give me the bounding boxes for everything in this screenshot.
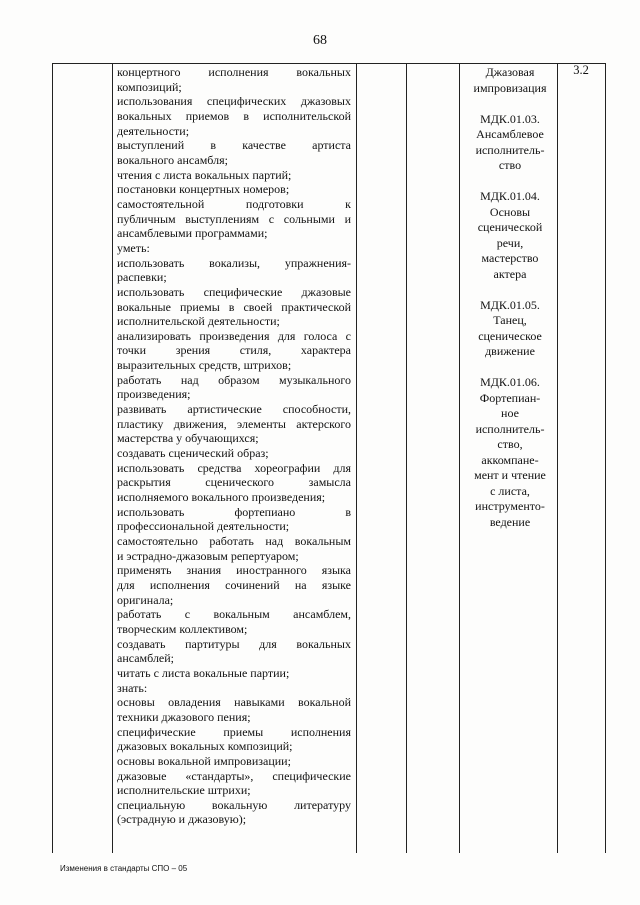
course-line: Основы (489, 204, 531, 219)
course-line: Ансамблевое (476, 127, 544, 141)
course-line: ведение (489, 514, 531, 529)
course-block (465, 65, 555, 96)
description-line: творческим коллективом; (117, 621, 248, 636)
description-line: постановки концертных номеров; (117, 182, 290, 197)
description-line: развивать артистические способности, (117, 402, 351, 417)
description-line: исполняемого вокального произведения; (117, 490, 326, 505)
column-divider (112, 63, 113, 853)
description-line: работать с вокальным ансамблем, (117, 607, 351, 622)
description-line: ансамблевыми программами; (117, 226, 268, 241)
description-line: создавать партитуры для вокальных (117, 636, 351, 651)
description-line: использовать фортепиано в (117, 504, 351, 519)
table-top-border (52, 63, 605, 64)
description-line: концертного исполнения вокальных (117, 65, 351, 79)
column-divider (356, 63, 357, 853)
course-block (465, 375, 555, 530)
description-line: специальную вокальную литературу (117, 797, 351, 812)
course-line: инструменто- (475, 499, 545, 513)
description-line: исполнительской деятельности; (117, 314, 280, 329)
course-line: речи, (496, 235, 524, 250)
course-line: движение (485, 344, 535, 358)
description-line: анализировать произведения для голоса с (117, 328, 351, 343)
description-line: (эстрадную и джазовую); (117, 812, 247, 827)
description-line: знать: (117, 680, 148, 695)
description-line: работать над образом музыкального (117, 372, 351, 387)
course-line: сценическое (478, 328, 542, 343)
description-line: мастерства у обучающихся; (117, 431, 259, 446)
description-line: выступлений в качестве артиста (117, 138, 351, 153)
description-line: произведения; (117, 387, 191, 402)
description-line: распевки; (117, 270, 167, 285)
course-line: исполнитель- (475, 142, 545, 157)
course-line: с листа, (490, 483, 530, 498)
column-divider (52, 63, 53, 853)
course-line: МДК.01.05. (480, 297, 540, 312)
description-line: основы овладения навыками вокальной (117, 695, 351, 710)
footer-note: Изменения в стандарты СПО – 05 (60, 864, 188, 873)
course-line: ство (498, 158, 522, 172)
description-line: раскрытия сценического замысла (117, 475, 351, 490)
course-line: сценической (477, 220, 543, 234)
description-line: самостоятельно работать над вокальным (117, 534, 351, 548)
course-line: МДК.01.04. (480, 189, 540, 203)
course-line: ное (501, 406, 519, 420)
competency-code: 3.2 (573, 63, 589, 77)
competency-description (117, 65, 351, 827)
column-divider (605, 63, 606, 853)
description-line: применять знания иностранного языка (117, 563, 351, 578)
description-line: пластику движения, элементы актерского (117, 416, 351, 431)
description-line: вокальные приемы в своей практической (117, 299, 351, 314)
description-line: использования специфических джазовых (117, 94, 351, 109)
course-line: МДК.01.06. (480, 375, 540, 389)
description-line: основы вокальной импровизации; (117, 753, 291, 768)
page-number: 68 (313, 33, 327, 48)
description-line: самостоятельной подготовки к (117, 196, 351, 211)
description-line: специфические приемы исполнения (117, 724, 351, 739)
course-line: Танец, (493, 313, 527, 327)
description-line: вокального ансамбля; (117, 152, 228, 167)
description-line: выразительных средств, штрихов; (117, 358, 292, 373)
description-line: джазовых вокальных композиций; (117, 739, 293, 754)
course-line: аккомпане- (481, 452, 539, 467)
course-line: импровизация (473, 80, 547, 95)
description-line: использовать средства хореографии для (117, 460, 351, 475)
description-line: вокальных приемов в исполнительской (117, 108, 351, 123)
description-line: оригинала; (117, 592, 174, 607)
competency-table (52, 63, 605, 853)
description-line: уметь: (117, 240, 150, 255)
description-line: использовать вокализы, упражнения- (117, 255, 351, 270)
course-line: мастерство (481, 251, 539, 265)
description-line: техники джазового пения; (117, 709, 251, 724)
description-line: деятельности; (117, 123, 190, 138)
description-line: использовать специфические джазовые (117, 284, 351, 299)
description-line: ансамблей; (117, 651, 175, 666)
course-block (465, 112, 555, 174)
description-line: чтения с листа вокальных партий; (117, 167, 292, 182)
course-line: ство, (497, 437, 523, 451)
description-line: для исполнения сочинений на языке (117, 577, 351, 592)
description-line: создавать сценический образ; (117, 446, 269, 461)
course-line: актера (493, 266, 527, 281)
description-line: точки зрения стиля, характера (117, 343, 351, 358)
course-line: исполнитель- (475, 421, 545, 436)
column-divider (459, 63, 460, 853)
column-divider (406, 63, 407, 853)
course-block (465, 189, 555, 282)
course-line: Джазовая (485, 65, 535, 79)
course-line: Фортепиан- (479, 390, 541, 405)
column-divider (557, 63, 558, 853)
description-line: джазовые «стандарты», специфические (117, 768, 351, 783)
description-line: исполнительские штрихи; (117, 783, 251, 798)
description-line: профессиональной деятельности; (117, 519, 290, 534)
description-line: публичным выступлениям с сольными и (117, 211, 351, 226)
course-block (465, 298, 555, 360)
description-line: читать с листа вокальные партии; (117, 665, 290, 680)
course-line: МДК.01.03. (480, 111, 540, 126)
interdisciplinary-course-list (465, 65, 555, 546)
description-line: композиций; (117, 79, 182, 94)
description-line: и эстрадно-джазовым репертуаром; (117, 548, 299, 563)
course-line: мент и чтение (474, 468, 546, 482)
